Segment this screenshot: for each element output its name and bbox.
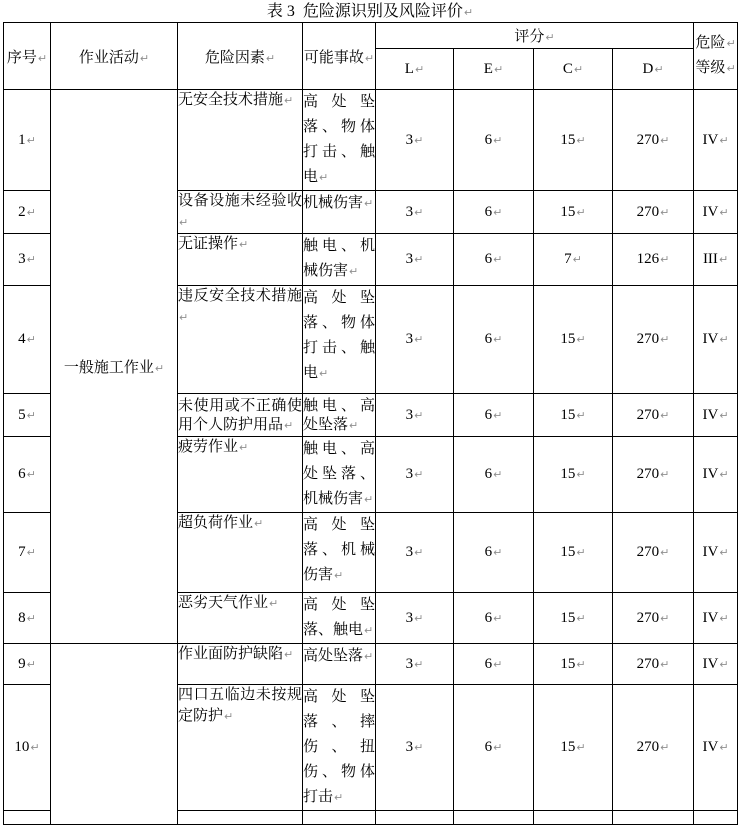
activity-cell xyxy=(51,644,178,825)
eol-mark: ↵ xyxy=(414,611,424,625)
row-number: 6↵ xyxy=(4,437,51,513)
possible-accident-cell: 高处坠落、物体打击、触电↵ xyxy=(303,90,376,191)
score-c-cell: 15↵ xyxy=(534,685,613,811)
eol-mark: ↵ xyxy=(139,51,150,65)
hazard-factor-cell: 疲劳作业↵ xyxy=(178,437,303,513)
eol-mark: ↵ xyxy=(26,546,36,559)
eol-mark: ↵ xyxy=(414,657,424,671)
eol-mark: ↵ xyxy=(493,611,503,625)
eol-mark: ↵ xyxy=(269,597,279,610)
score-c-cell: 15↵ xyxy=(534,437,613,513)
score-l-cell: 3↵ xyxy=(376,191,454,234)
eol-mark: ↵ xyxy=(493,133,503,147)
eol-mark: ↵ xyxy=(660,133,670,147)
eol-mark: ↵ xyxy=(26,657,36,671)
header-cell-D: D↵ xyxy=(613,49,694,90)
risk-level-cell: IV↵ xyxy=(694,90,738,191)
score-d-cell: 270↵ xyxy=(613,286,694,394)
row-number: 2↵ xyxy=(4,191,51,234)
eol-mark: ↵ xyxy=(37,51,48,65)
eol-mark: ↵ xyxy=(414,205,424,219)
possible-accident-cell: 高处坠落、物体打击、触电↵ xyxy=(303,286,376,394)
eol-mark: ↵ xyxy=(30,741,40,754)
score-l-cell: 3↵ xyxy=(376,513,454,593)
eol-mark: ↵ xyxy=(493,657,503,671)
header-cell-C: C↵ xyxy=(534,49,613,90)
score-e-cell: 6↵ xyxy=(454,286,534,394)
eol-mark: ↵ xyxy=(493,408,503,422)
row-number: 4↵ xyxy=(4,286,51,394)
eol-mark: ↵ xyxy=(349,265,359,278)
eol-mark: ↵ xyxy=(493,253,503,266)
score-l-cell xyxy=(376,811,454,825)
eol-mark: ↵ xyxy=(284,419,294,432)
eol-mark: ↵ xyxy=(26,205,36,219)
eol-mark: ↵ xyxy=(224,710,234,723)
score-d-cell: 270↵ xyxy=(613,90,694,191)
eol-mark: ↵ xyxy=(719,133,729,147)
eol-mark: ↵ xyxy=(414,468,424,481)
eol-mark: ↵ xyxy=(334,791,344,804)
eol-mark: ↵ xyxy=(719,611,729,625)
eol-mark: ↵ xyxy=(364,197,374,210)
hazard-factor-cell: 违反安全技术措施↵ xyxy=(178,286,303,394)
score-e-cell: 6↵ xyxy=(454,513,534,593)
eol-mark: ↵ xyxy=(364,650,374,663)
score-e-cell: 6↵ xyxy=(454,685,534,811)
eol-mark: ↵ xyxy=(463,6,474,19)
eol-mark: ↵ xyxy=(364,624,374,637)
eol-mark: ↵ xyxy=(26,253,36,266)
score-l-cell: 3↵ xyxy=(376,234,454,286)
risk-assessment-table xyxy=(3,22,738,825)
eol-mark: ↵ xyxy=(493,62,504,76)
eol-mark: ↵ xyxy=(319,171,329,184)
risk-level-cell: IV↵ xyxy=(694,394,738,437)
risk-level-cell: III↵ xyxy=(694,234,738,286)
eol-mark: ↵ xyxy=(26,468,36,481)
eol-mark: ↵ xyxy=(660,468,670,481)
row-number: 5↵ xyxy=(4,394,51,437)
eol-mark: ↵ xyxy=(660,741,670,754)
score-c-cell: 15↵ xyxy=(534,191,613,234)
eol-mark: ↵ xyxy=(576,657,586,671)
row-number: 3↵ xyxy=(4,234,51,286)
score-l-cell: 3↵ xyxy=(376,644,454,685)
risk-level-cell: IV↵ xyxy=(694,286,738,394)
eol-mark: ↵ xyxy=(719,468,729,481)
score-c-cell: 15↵ xyxy=(534,593,613,644)
eol-mark: ↵ xyxy=(414,333,424,346)
eol-mark: ↵ xyxy=(718,253,729,266)
eol-mark: ↵ xyxy=(660,408,670,422)
score-l-cell: 3↵ xyxy=(376,394,454,437)
eol-mark: ↵ xyxy=(26,333,36,346)
possible-accident-cell xyxy=(303,811,376,825)
hazard-factor-cell: 作业面防护缺陷↵ xyxy=(178,644,303,685)
eol-mark: ↵ xyxy=(545,31,555,44)
eol-mark: ↵ xyxy=(414,741,424,754)
risk-level-cell: IV↵ xyxy=(694,437,738,513)
header-cell-L: L↵ xyxy=(376,49,454,90)
eol-mark: ↵ xyxy=(493,205,503,219)
row-number: 9↵ xyxy=(4,644,51,685)
score-e-cell xyxy=(454,811,534,825)
eol-mark: ↵ xyxy=(265,51,276,65)
possible-accident-cell: 高处坠落、摔伤、扭伤、物体打击↵ xyxy=(303,685,376,811)
eol-mark: ↵ xyxy=(239,238,249,251)
score-d-cell: 270↵ xyxy=(613,685,694,811)
row-number: 1↵ xyxy=(4,90,51,191)
row-number: 10↵ xyxy=(4,685,51,811)
eol-mark: ↵ xyxy=(364,51,375,65)
possible-accident-cell: 高处坠落、机械伤害↵ xyxy=(303,513,376,593)
score-e-cell: 6↵ xyxy=(454,191,534,234)
activity-cell: 一般施工作业↵ xyxy=(51,90,178,644)
eol-mark: ↵ xyxy=(660,546,670,559)
score-c-cell: 15↵ xyxy=(534,394,613,437)
eol-mark: ↵ xyxy=(576,468,586,481)
score-e-cell: 6↵ xyxy=(454,593,534,644)
eol-mark: ↵ xyxy=(414,408,424,422)
eol-mark: ↵ xyxy=(349,419,359,432)
header-cell-factor: 危险因素↵ xyxy=(178,23,303,90)
score-e-cell: 6↵ xyxy=(454,394,534,437)
eol-mark: ↵ xyxy=(414,546,424,559)
eol-mark: ↵ xyxy=(719,205,729,219)
score-e-cell: 6↵ xyxy=(454,437,534,513)
possible-accident-cell: 高处坠落、触电↵ xyxy=(303,593,376,644)
eol-mark: ↵ xyxy=(26,611,36,625)
score-l-cell: 3↵ xyxy=(376,593,454,644)
eol-mark: ↵ xyxy=(576,205,586,219)
eol-mark: ↵ xyxy=(576,611,586,625)
score-c-cell: 15↵ xyxy=(534,90,613,191)
eol-mark: ↵ xyxy=(660,657,670,671)
hazard-factor-cell: 无安全技术措施↵ xyxy=(178,90,303,191)
possible-accident-cell: 触电、机械伤害↵ xyxy=(303,234,376,286)
risk-level-cell: IV↵ xyxy=(694,191,738,234)
eol-mark: ↵ xyxy=(573,62,584,76)
eol-mark: ↵ xyxy=(576,333,586,346)
eol-mark: ↵ xyxy=(414,133,424,147)
eol-mark: ↵ xyxy=(493,333,503,346)
eol-mark: ↵ xyxy=(26,408,36,422)
eol-mark: ↵ xyxy=(239,441,249,454)
eol-mark: ↵ xyxy=(319,367,329,380)
hazard-factor-cell: 四口五临边未按规定防护↵ xyxy=(178,685,303,811)
score-e-cell: 6↵ xyxy=(454,234,534,286)
eol-mark: ↵ xyxy=(726,62,736,75)
hazard-factor-cell: 恶劣天气作业↵ xyxy=(178,593,303,644)
eol-mark: ↵ xyxy=(154,362,165,375)
table-row xyxy=(4,644,738,685)
risk-level-cell: IV↵ xyxy=(694,685,738,811)
score-l-cell: 3↵ xyxy=(376,286,454,394)
header-cell-score: 评分↵ xyxy=(376,23,694,49)
header-cell-E: E↵ xyxy=(454,49,534,90)
row-number: 8↵ xyxy=(4,593,51,644)
score-c-cell: 7↵ xyxy=(534,234,613,286)
risk-level-cell: IV↵ xyxy=(694,513,738,593)
row-number: 7↵ xyxy=(4,513,51,593)
eol-mark: ↵ xyxy=(719,333,729,346)
score-c-cell: 15↵ xyxy=(534,286,613,394)
eol-mark: ↵ xyxy=(493,741,503,754)
header-cell-accident: 可能事故↵ xyxy=(303,23,376,90)
risk-level-cell xyxy=(694,811,738,825)
score-c-cell: 15↵ xyxy=(534,644,613,685)
header-row-1 xyxy=(4,23,738,49)
score-d-cell: 270↵ xyxy=(613,593,694,644)
header-cell-no: 序号↵ xyxy=(4,23,51,90)
score-d-cell: 126↵ xyxy=(613,234,694,286)
possible-accident-cell: 触电、高处坠落↵ xyxy=(303,394,376,437)
eol-mark: ↵ xyxy=(414,62,425,76)
hazard-factor-cell: 设备设施未经验收↵ xyxy=(178,191,303,234)
doc-title: 表 3 危险源识别及风险评价↵ xyxy=(266,3,474,20)
risk-level-cell: IV↵ xyxy=(694,593,738,644)
eol-mark: ↵ xyxy=(719,546,729,559)
eol-mark: ↵ xyxy=(660,253,670,266)
score-d-cell xyxy=(613,811,694,825)
eol-mark: ↵ xyxy=(493,468,503,481)
score-e-cell: 6↵ xyxy=(454,644,534,685)
eol-mark: ↵ xyxy=(576,408,586,422)
eol-mark: ↵ xyxy=(654,62,664,76)
score-l-cell: 3↵ xyxy=(376,90,454,191)
header-cell-risk-level: 危险↵ 等级↵ xyxy=(694,23,738,90)
eol-mark: ↵ xyxy=(26,133,36,147)
eol-mark: ↵ xyxy=(572,253,582,266)
hazard-factor-cell: 无证操作↵ xyxy=(178,234,303,286)
eol-mark: ↵ xyxy=(414,253,424,266)
hazard-factor-cell: 超负荷作业↵ xyxy=(178,513,303,593)
score-d-cell: 270↵ xyxy=(613,437,694,513)
hazard-factor-cell: 未使用或不正确使用个人防护用品↵ xyxy=(178,394,303,437)
eol-mark: ↵ xyxy=(179,311,189,324)
eol-mark: ↵ xyxy=(576,741,586,754)
eol-mark: ↵ xyxy=(179,216,189,229)
eol-mark: ↵ xyxy=(576,546,586,559)
eol-mark: ↵ xyxy=(576,133,586,147)
eol-mark: ↵ xyxy=(284,648,294,661)
possible-accident-cell: 机械伤害↵ xyxy=(303,191,376,234)
possible-accident-cell: 高处坠落↵ xyxy=(303,644,376,685)
score-c-cell: 15↵ xyxy=(534,513,613,593)
score-l-cell: 3↵ xyxy=(376,437,454,513)
eol-mark: ↵ xyxy=(254,517,264,530)
score-l-cell: 3↵ xyxy=(376,685,454,811)
row-number xyxy=(4,811,51,825)
score-e-cell: 6↵ xyxy=(454,90,534,191)
eol-mark: ↵ xyxy=(334,569,344,582)
eol-mark: ↵ xyxy=(660,611,670,625)
score-d-cell: 270↵ xyxy=(613,644,694,685)
risk-level-cell: IV↵ xyxy=(694,644,738,685)
eol-mark: ↵ xyxy=(719,741,729,754)
possible-accident-cell: 触电、高处坠落、机械伤害↵ xyxy=(303,437,376,513)
hazard-factor-cell xyxy=(178,811,303,825)
eol-mark: ↵ xyxy=(660,333,670,346)
eol-mark: ↵ xyxy=(660,205,670,219)
header-cell-activity: 作业活动↵ xyxy=(51,23,178,90)
eol-mark: ↵ xyxy=(719,657,729,671)
score-d-cell: 270↵ xyxy=(613,191,694,234)
eol-mark: ↵ xyxy=(284,94,294,107)
eol-mark: ↵ xyxy=(726,37,736,50)
eol-mark: ↵ xyxy=(719,408,729,422)
score-d-cell: 270↵ xyxy=(613,513,694,593)
score-d-cell: 270↵ xyxy=(613,394,694,437)
eol-mark: ↵ xyxy=(493,546,503,559)
score-c-cell xyxy=(534,811,613,825)
table-row xyxy=(4,90,738,191)
eol-mark: ↵ xyxy=(364,493,374,506)
